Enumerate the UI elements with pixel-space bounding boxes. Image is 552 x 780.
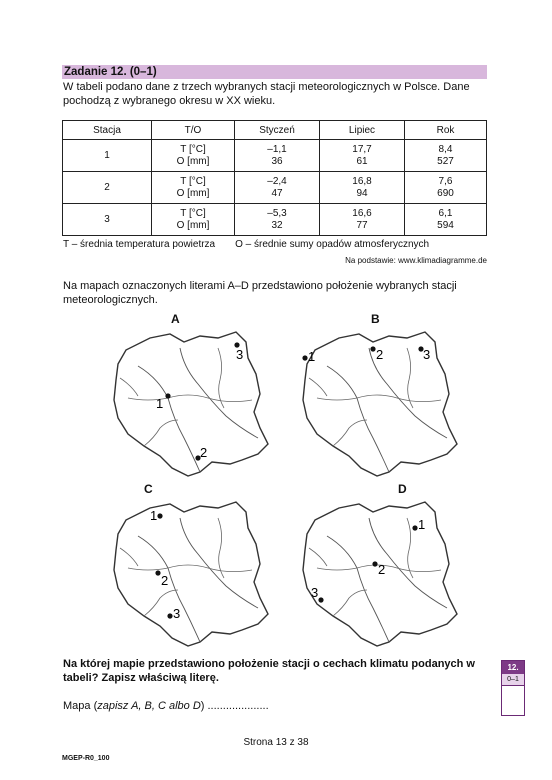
station-dot (412, 525, 417, 530)
exam-code: MGEP-R0_100 (62, 755, 110, 762)
year-o: 527 (437, 155, 454, 167)
to-cell (152, 140, 235, 172)
to-o: O [mm] (176, 187, 210, 199)
jul-o: 77 (356, 219, 368, 231)
answer-field[interactable]: ) .................... (200, 700, 269, 712)
question-text: Na której mapie przedstawiono położenie stacji o cechach klimatu podanych w tabeli? Zapisz właściwą literę. (63, 658, 475, 684)
map-c (108, 498, 270, 648)
task-intro: W tabeli podano dane z trzech wybranych stacji meteorologicznych w Polsce. Dane pochodzą z wybranego okresu w XX wieku. (63, 81, 470, 107)
july-cell (320, 140, 405, 172)
jan-t: –2,4 (267, 175, 287, 187)
jan-o: 47 (271, 187, 283, 199)
table-row (63, 140, 487, 172)
station-dot (155, 570, 160, 575)
jul-t: 16,6 (352, 207, 372, 219)
station-label-3: 3 (423, 347, 431, 362)
station-label-1: 1 (308, 349, 316, 364)
year-cell (405, 204, 487, 236)
year-o: 594 (437, 219, 454, 231)
score-box (501, 660, 525, 716)
year-cell (405, 140, 487, 172)
station-dot (318, 597, 323, 602)
map-letter-c: C (144, 482, 153, 496)
task-title: Zadanie 12. (0–1) (62, 65, 487, 79)
station-label-2: 2 (376, 347, 384, 362)
station-dot (370, 346, 375, 351)
header-january: Styczeń (235, 121, 320, 140)
header-to: T/O (152, 121, 235, 140)
jul-t: 16,8 (352, 175, 372, 187)
station-cell: 3 (63, 204, 152, 236)
station-label-3: 3 (236, 347, 244, 362)
table-header-row (63, 121, 487, 140)
station-cell: 2 (63, 172, 152, 204)
map-letter-d: D (398, 482, 407, 496)
jan-o: 32 (271, 219, 283, 231)
station-dot (165, 393, 170, 398)
map-d (297, 498, 459, 648)
july-cell (320, 172, 405, 204)
table-row (63, 172, 487, 204)
answer-prefix: Mapa ( (63, 700, 98, 712)
to-cell (152, 204, 235, 236)
legend-o: O – średnie sumy opadów atmosferycznych (235, 239, 430, 250)
map-letter-b: B (371, 312, 380, 326)
table-row (63, 204, 487, 236)
page-number: Strona 13 z 38 (243, 737, 309, 748)
jan-o: 36 (271, 155, 283, 167)
answer-hint: zapisz A, B, C albo D (97, 700, 201, 712)
station-cell: 1 (63, 140, 152, 172)
table-legend (63, 239, 488, 250)
map-a (108, 328, 270, 478)
july-cell (320, 204, 405, 236)
station-label-1: 1 (156, 396, 164, 411)
header-july: Lipiec (320, 121, 405, 140)
station-dot (157, 513, 162, 518)
maps-intro: Na mapach oznaczonych literami A–D przedstawiono położenie wybranych stacji meteorologicznych. (63, 280, 457, 306)
station-dot (372, 561, 377, 566)
station-dot (167, 613, 172, 618)
jan-t: –5,3 (267, 207, 287, 219)
answer-line (63, 700, 269, 712)
jan-t: –1,1 (267, 143, 287, 155)
year-t: 7,6 (438, 175, 453, 187)
score-task-number: 12. (502, 661, 524, 674)
year-cell (405, 172, 487, 204)
to-t: T [°C] (180, 143, 206, 155)
january-cell (235, 172, 320, 204)
station-label-2: 2 (200, 445, 208, 460)
source-note: Na podstawie: www.klimadiagramme.de (345, 256, 487, 265)
january-cell (235, 140, 320, 172)
station-label-1: 1 (418, 517, 426, 532)
station-label-2: 2 (161, 573, 169, 588)
legend-t: T – średnia temperatura powietrza (63, 239, 216, 250)
station-dot (302, 355, 307, 360)
jul-o: 61 (356, 155, 368, 167)
to-t: T [°C] (180, 207, 206, 219)
map-b (297, 328, 459, 478)
jul-t: 17,7 (352, 143, 372, 155)
year-t: 6,1 (438, 207, 453, 219)
header-station: Stacja (63, 121, 152, 140)
header-year: Rok (405, 121, 487, 140)
station-label-2: 2 (378, 562, 386, 577)
station-label-3: 3 (311, 585, 319, 600)
year-o: 690 (437, 187, 454, 199)
jul-o: 94 (356, 187, 368, 199)
station-label-1: 1 (150, 508, 158, 523)
to-o: O [mm] (176, 219, 210, 231)
to-cell (152, 172, 235, 204)
to-o: O [mm] (176, 155, 210, 167)
january-cell (235, 204, 320, 236)
to-t: T [°C] (180, 175, 206, 187)
year-t: 8,4 (438, 143, 453, 155)
climate-table (62, 120, 487, 236)
score-points: 0–1 (502, 674, 524, 686)
map-letter-a: A (171, 312, 180, 326)
station-label-3: 3 (173, 606, 181, 621)
